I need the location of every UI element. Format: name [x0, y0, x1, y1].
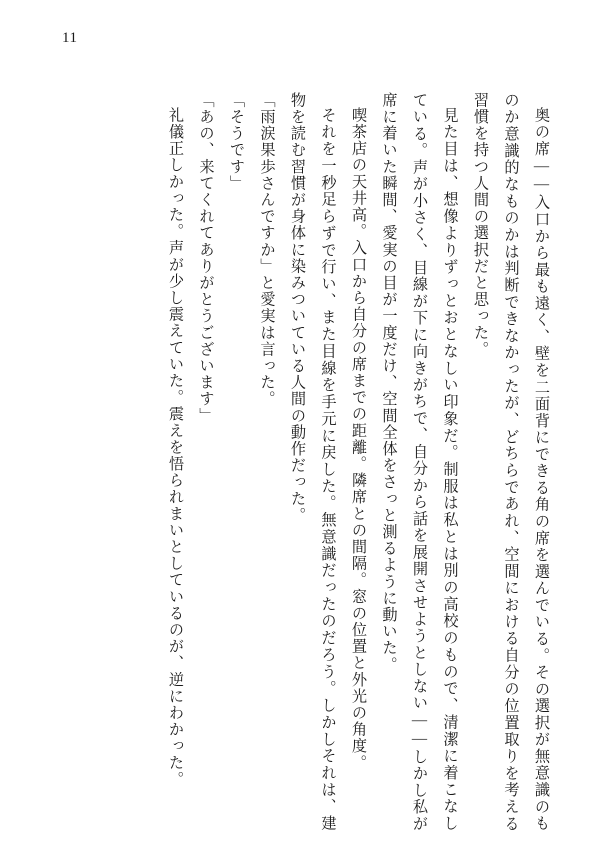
page-number: 11 — [62, 30, 78, 46]
paragraph-dialogue: 「雨涙果歩さんですか」と愛実は言った。 — [258, 92, 276, 408]
paragraph: 礼儀正しかった。声が少し震えていた。震えを悟られまいとしているのが、逆にわかった。 — [167, 107, 184, 788]
paragraph: 喫茶店の天井高。入口から自分の席までの距離。隣席との間隔。窓の位置と外光の角度。 — [350, 107, 367, 772]
paragraph: それを一秒足らずで行い、また目線を手元に戻した。無意識だったのだろう。しかしそれは、建物を読む習慣が身体に染みついている人間の動作だった。 — [289, 92, 337, 832]
paragraph: 見た目は、想像よりずっとおとなしい印象だ。制服は私とは別の高校のもので、清潔に着こなしている。声が小さく、目線が下に向きがちで、自分から話を展開させようとしない——しかし私が席に着いた瞬間、愛実の目が一度だけ、空間全体をさっと測るように動いた。 — [380, 92, 459, 832]
paragraph-dialogue: 「あの、来てくれてありがとうございます」 — [197, 92, 215, 424]
vertical-text-body — [60, 92, 556, 832]
paragraph: 奥の席——入口から最も遠く、壁を二面背にできる角の席を選んでいる。その選択が無意識のものか意識的なものかは判断できなかったが、どちらであれ、空間における自分の位置取りを考える習慣を持つ人間の選択だと思った。 — [472, 92, 550, 832]
paragraph-dialogue: 「そうです」 — [228, 92, 245, 192]
